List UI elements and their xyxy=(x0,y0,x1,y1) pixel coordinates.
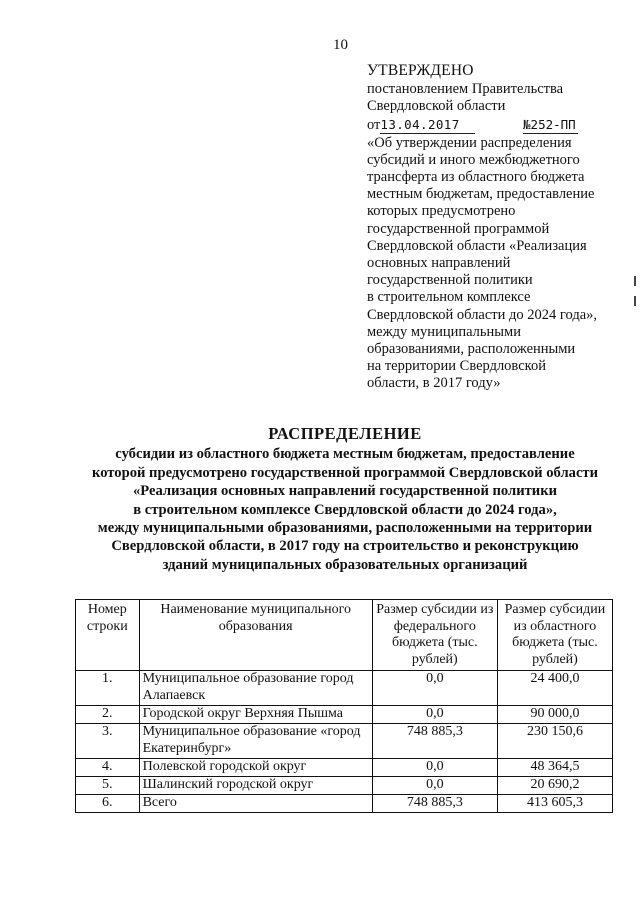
approval-number: №252-ПП xyxy=(523,116,578,134)
order-title-line: образованиями, расположенными xyxy=(367,341,576,358)
distribution-heading xyxy=(40,425,640,574)
heading-line: Свердловской области, в 2017 году на строительство и реконструкцию xyxy=(111,538,579,555)
approval-stamp: УТВЕРЖДЕНО xyxy=(367,62,474,79)
heading-line: в строительном комплексе Свердловской области до 2024 года», xyxy=(133,501,557,518)
municipality-name: Муниципальное образование «город Екатеринбург» xyxy=(139,724,372,759)
federal-value: 0,0 xyxy=(372,671,497,706)
table-row xyxy=(76,724,613,759)
order-title xyxy=(367,135,627,393)
header-row-number: Номер строки xyxy=(76,600,140,671)
municipality-name: Полевской городской округ xyxy=(139,759,372,777)
regional-value: 413 605,3 xyxy=(497,795,612,813)
order-title-line: Свердловской области «Реализация xyxy=(367,237,587,254)
heading-line: которой предусмотрено государственной программой Свердловской области xyxy=(91,464,599,481)
order-title-line: субсидий и иного межбюджетного xyxy=(367,151,580,168)
federal-value: 748 885,3 xyxy=(372,724,497,759)
row-number: 4. xyxy=(76,759,140,777)
table-header-row xyxy=(76,600,613,671)
municipality-name: Всего xyxy=(139,795,372,813)
scan-mark xyxy=(634,296,636,306)
header-regional-subsidy: Размер субсидии из областного бюджета (тыс. рублей) xyxy=(497,600,612,671)
date-prefix: от xyxy=(367,116,381,133)
heading-line: «Реализация основных направлений государственной политики xyxy=(132,483,558,500)
scan-mark xyxy=(634,276,636,286)
header-municipality: Наименование муниципального образования xyxy=(139,600,372,671)
table-row xyxy=(76,706,613,724)
table-row xyxy=(76,671,613,706)
page-number: 10 xyxy=(333,37,348,53)
table-row xyxy=(76,795,613,813)
approval-line-1: постановлением Правительства xyxy=(367,81,564,98)
order-title-line: «Об утверждении распределения xyxy=(367,134,572,151)
heading-line: зданий муниципальных образовательных организаций xyxy=(162,556,528,573)
heading-line: субсидии из областного бюджета местным бюджетам, предоставление xyxy=(115,446,575,463)
table-row xyxy=(76,777,613,795)
row-number: 6. xyxy=(76,795,140,813)
order-title-line: трансферта из областного бюджета xyxy=(367,169,585,186)
federal-value: 0,0 xyxy=(372,759,497,777)
heading-title: РАСПРЕДЕЛЕНИЕ xyxy=(268,424,422,443)
order-title-line: которых предусмотрено xyxy=(367,203,516,220)
table-row xyxy=(76,759,613,777)
regional-value: 48 364,5 xyxy=(497,759,612,777)
order-title-line: основных направлений xyxy=(367,255,511,272)
row-number: 5. xyxy=(76,777,140,795)
regional-value: 90 000,0 xyxy=(497,706,612,724)
approval-date-row xyxy=(367,116,627,134)
federal-value: 0,0 xyxy=(372,777,497,795)
federal-value: 748 885,3 xyxy=(372,795,497,813)
approval-date: 13.04.2017 xyxy=(380,116,475,134)
order-title-line: местным бюджетам, предоставление xyxy=(367,186,595,203)
row-number: 3. xyxy=(76,724,140,759)
order-title-line: государственной политики xyxy=(367,272,533,289)
municipality-name: Муниципальное образование город Алапаевск xyxy=(139,671,372,706)
heading-line: между муниципальными образованиями, расположенными на территории xyxy=(97,520,593,537)
federal-value: 0,0 xyxy=(372,706,497,724)
row-number: 2. xyxy=(76,706,140,724)
order-title-line: государственной программой xyxy=(367,220,550,237)
regional-value: 230 150,6 xyxy=(497,724,612,759)
municipality-name: Городской округ Верхняя Пышма xyxy=(139,706,372,724)
regional-value: 24 400,0 xyxy=(497,671,612,706)
order-title-line: на территории Свердловской xyxy=(367,358,546,375)
municipality-name: Шалинский городской округ xyxy=(139,777,372,795)
row-number: 1. xyxy=(76,671,140,706)
approval-line-2: Свердловской области xyxy=(367,98,506,115)
header-federal-subsidy: Размер субсидии из федерального бюджета (тыс. рублей) xyxy=(372,600,497,671)
order-title-line: Свердловской области до 2024 года», xyxy=(367,306,598,323)
regional-value: 20 690,2 xyxy=(497,777,612,795)
order-title-line: между муниципальными xyxy=(367,323,521,340)
order-title-line: области, в 2017 году» xyxy=(367,375,501,392)
subsidy-table xyxy=(75,599,613,813)
approval-block xyxy=(367,62,627,393)
order-title-line: в строительном комплексе xyxy=(367,289,531,306)
